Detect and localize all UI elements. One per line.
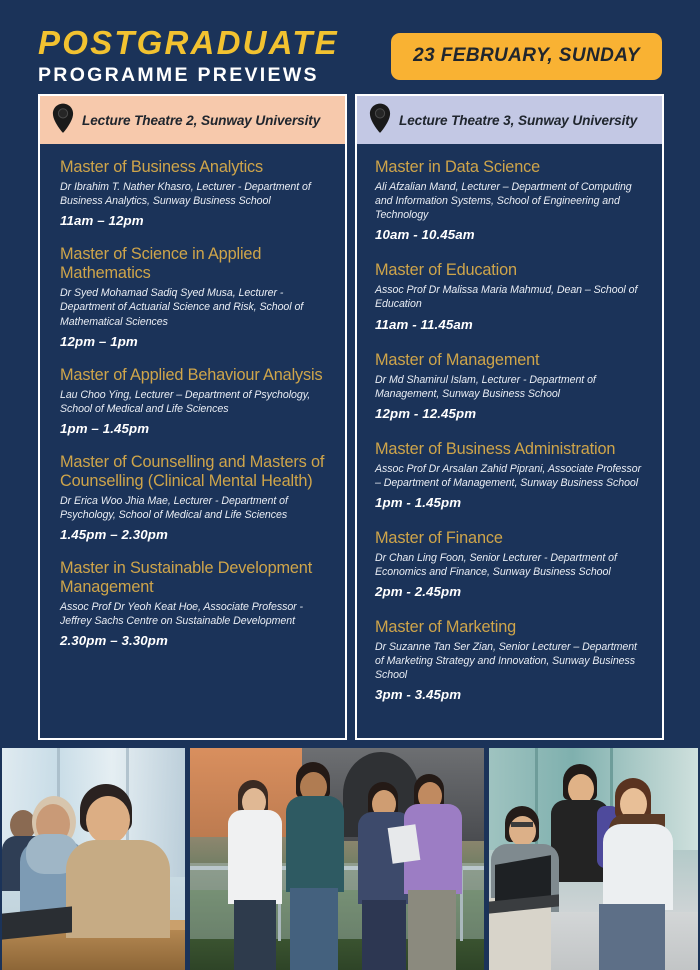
photo-students-walkway xyxy=(190,748,484,970)
session-title: Master of Education xyxy=(375,261,517,280)
photo-strip xyxy=(0,748,700,970)
session-time: 1pm – 1.45pm xyxy=(60,420,150,436)
session-title: Master of Applied Behaviour Analysis xyxy=(60,365,323,384)
photo-students-laptop xyxy=(489,748,698,970)
session-item xyxy=(60,245,331,348)
session-item xyxy=(375,440,648,510)
session-speaker: Dr Syed Mohamad Sadiq Syed Musa, Lecturer - Department of Actuarial Science and Risk, School of Mathematical Sciences xyxy=(60,287,304,328)
venue-label-right: Lecture Theatre 3, Sunway University xyxy=(399,112,638,128)
session-title: Master of Business Analytics xyxy=(60,158,264,176)
session-list-left xyxy=(40,144,345,738)
session-item xyxy=(375,529,648,599)
photo-students-classroom xyxy=(2,748,185,970)
session-time: 12pm - 12.45pm xyxy=(375,405,477,421)
session-time: 1.45pm – 2.30pm xyxy=(60,527,168,543)
session-title: Master of Marketing xyxy=(375,618,517,637)
session-speaker: Dr Md Shamirul Islam, Lecturer - Department of Management, Sunway Business School xyxy=(375,373,596,400)
session-time: 2pm - 2.45pm xyxy=(375,584,462,600)
session-item xyxy=(375,261,648,331)
page-title: POSTGRADUATE xyxy=(38,24,339,61)
poster-header xyxy=(0,0,700,90)
venue-column-lecture-theatre-3 xyxy=(355,94,664,740)
session-item xyxy=(375,158,648,242)
session-title: Master of Counselling and Masters of Counselling (Clinical Mental Health) xyxy=(60,452,325,490)
session-speaker: Assoc Prof Dr Malissa Maria Mahmud, Dean – School of Education xyxy=(375,284,638,311)
session-speaker: Dr Chan Ling Foon, Senior Lecturer - Department of Economics and Finance, Sunway Business School xyxy=(375,552,617,579)
session-speaker: Dr Ibrahim T. Nather Khasro, Lecturer - Department of Business Analytics, Sunway Business School xyxy=(60,181,311,208)
session-item xyxy=(60,453,331,542)
session-speaker: Lau Choo Ying, Lecturer – Department of Psychology, School of Medical and Life Sciences xyxy=(60,388,311,415)
session-title: Master of Management xyxy=(375,350,540,369)
date-badge: 23 FEBRUARY, SUNDAY xyxy=(391,33,662,80)
session-time: 12pm – 1pm xyxy=(60,333,138,349)
session-title: Master of Business Administration xyxy=(375,439,616,458)
page-subtitle: PROGRAMME PREVIEWS xyxy=(38,64,319,86)
session-time: 1pm - 1.45pm xyxy=(375,494,462,510)
session-speaker: Assoc Prof Dr Yeoh Keat Hoe, Associate Professor - Jeffrey Sachs Centre on Sustainable Development xyxy=(60,601,304,628)
session-item xyxy=(375,351,648,421)
venue-label-left: Lecture Theatre 2, Sunway University xyxy=(82,112,321,128)
title-block xyxy=(38,24,339,86)
session-time: 11am – 12pm xyxy=(60,213,144,229)
session-speaker: Dr Suzanne Tan Ser Zian, Senior Lecturer – Department of Marketing Strategy and Innovation, Sunway Business School xyxy=(375,641,637,682)
venue-header-left xyxy=(40,96,345,144)
session-title: Master of Science in Applied Mathematics xyxy=(60,245,262,283)
session-title: Master of Finance xyxy=(375,528,503,547)
schedule-columns xyxy=(38,94,664,740)
session-item xyxy=(60,366,331,436)
session-list-right xyxy=(357,144,662,738)
session-time: 10am - 10.45am xyxy=(375,227,475,243)
session-time: 2.30pm – 3.30pm xyxy=(60,633,168,649)
session-item xyxy=(60,158,331,228)
session-title: Master in Sustainable Development Management xyxy=(60,559,313,597)
session-title: Master in Data Science xyxy=(375,158,541,176)
venue-header-right xyxy=(357,96,662,144)
session-time: 11am - 11.45am xyxy=(375,316,473,332)
session-time: 3pm - 3.45pm xyxy=(375,687,462,703)
session-item xyxy=(375,618,648,702)
venue-column-lecture-theatre-2 xyxy=(38,94,347,740)
session-item xyxy=(60,559,331,648)
session-speaker: Assoc Prof Dr Arsalan Zahid Piprani, Associate Professor – Department of Management, Sunway Business School xyxy=(375,462,642,489)
session-speaker: Dr Erica Woo Jhia Mae, Lecturer - Department of Psychology, School of Medical and Life Sciences xyxy=(60,494,288,521)
location-pin-icon xyxy=(52,103,74,138)
location-pin-icon xyxy=(369,103,391,138)
session-speaker: Ali Afzalian Mand, Lecturer – Department of Computing and Information Systems, School of Engineering and Technology xyxy=(375,181,632,222)
